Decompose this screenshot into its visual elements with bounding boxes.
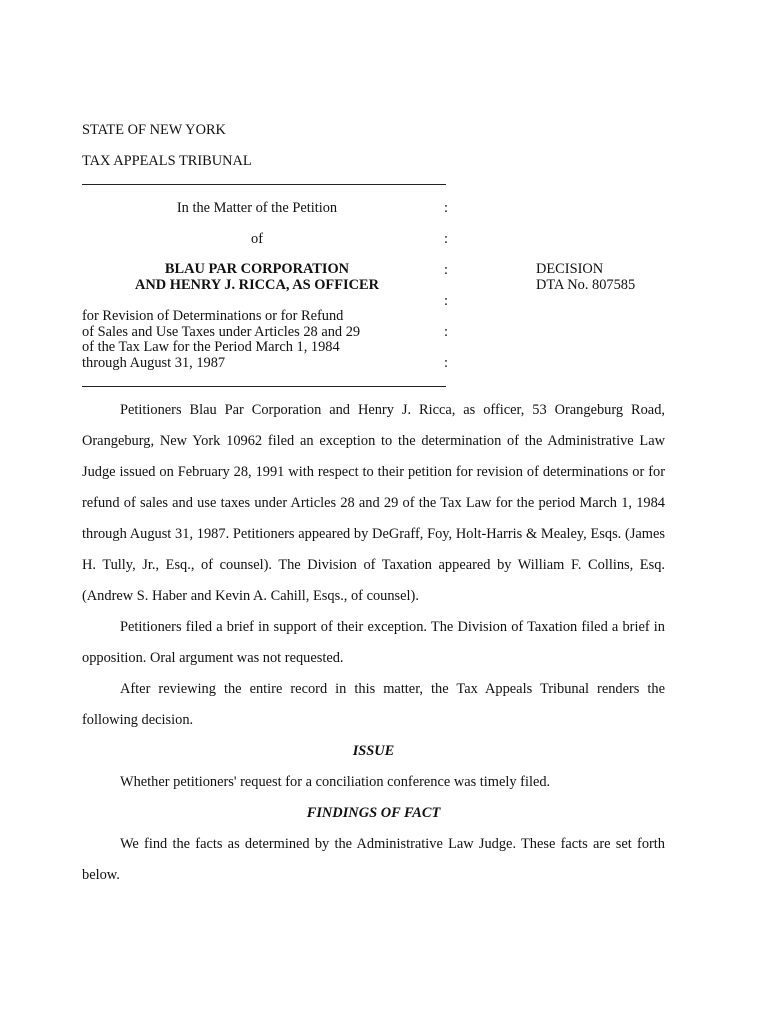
- purpose-line-2: of Sales and Use Taxes under Articles 28 and 29: [82, 323, 361, 340]
- findings-heading: FINDINGS OF FACT: [306, 805, 441, 821]
- caption-colon: :: [444, 262, 448, 278]
- of-line: of: [251, 231, 263, 247]
- caption-colon: :: [444, 293, 448, 309]
- decision-number: DTA No. 807585: [536, 276, 636, 293]
- matter-line: In the Matter of the Petition: [176, 200, 338, 216]
- intro-paragraph: Petitioners Blau Par Corporation and Henry J. Ricca, as officer, 53 Orangeburg Road, Orangeburg, New York 10962 filed an exception to the determination of the Administrative Law Judge issued on February 28, 1991 with respect to their petition for revision of determinations or for refund of sales and use taxes under Articles 28 and 29 of the Tax Law for the period March 1, 1984 through August 31, 1987. Petitioners appeared by DeGraff, Foy, Holt-Harris & Mealey, Esqs. (James H. Tully, Jr., Esq., of counsel). The Division of Taxation appeared by William F. Collins, Esq. (Andrew S. Haber and Kevin A. Cahill, Esqs., of counsel).: [82, 402, 665, 604]
- tribunal-name: TAX APPEALS TRIBUNAL: [82, 153, 252, 169]
- caption-colon: :: [444, 200, 448, 216]
- party-names: [82, 262, 432, 293]
- caption-bottom-rule: [82, 386, 446, 387]
- caption-colon: :: [444, 231, 448, 247]
- purpose-line-3: of the Tax Law for the Period March 1, 1984: [82, 339, 340, 355]
- review-paragraph: After reviewing the entire record in this matter, the Tax Appeals Tribunal renders the following decision.: [82, 681, 665, 728]
- petition-purpose: [82, 309, 432, 371]
- findings-paragraph: We find the facts as determined by the Administrative Law Judge. These facts are set forth below.: [82, 836, 665, 883]
- decision-block: [536, 262, 635, 293]
- issue-heading: ISSUE: [352, 743, 395, 759]
- decision-label: DECISION: [536, 261, 604, 277]
- purpose-line-4: through August 31, 1987: [82, 354, 226, 371]
- purpose-line-1: for Revision of Determinations or for Refund: [82, 308, 344, 324]
- briefs-paragraph: Petitioners filed a brief in support of their exception. The Division of Taxation filed a brief in opposition. Oral argument was not requested.: [82, 619, 665, 666]
- caption-colon: :: [444, 355, 448, 371]
- party-line-2: AND HENRY J. RICCA, AS OFFICER: [134, 276, 379, 293]
- state-name: STATE OF NEW YORK: [82, 122, 226, 138]
- party-line-1: BLAU PAR CORPORATION: [164, 261, 350, 277]
- caption-top-rule: [82, 184, 446, 185]
- issue-paragraph: Whether petitioners' request for a conciliation conference was timely filed.: [120, 774, 551, 790]
- caption-colon: :: [444, 324, 448, 340]
